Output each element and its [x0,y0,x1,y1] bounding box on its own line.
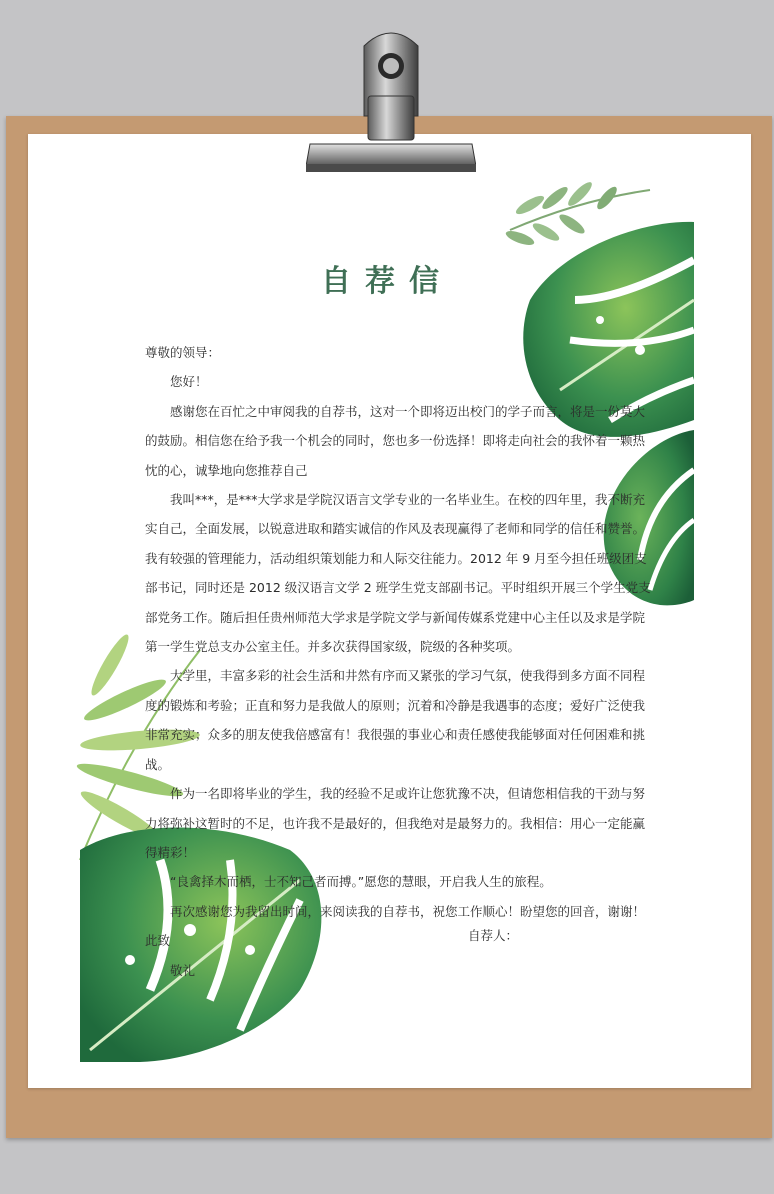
binder-clip-icon [306,26,476,178]
signature-label: 自荐人： [468,928,519,943]
paragraph: 作为一名即将毕业的学生，我的经验不足或许让您犹豫不决，但请您相信我的干劲与努力将弥补这暂时的不足，也许我不是最好的，但我绝对是最努力的。我相信：用心一定能赢得精彩！ [145,786,646,860]
paragraph: 大学里，丰富多彩的社会生活和井然有序而又紧张的学习气氛，使我得到多方面不同程度的锻炼和考验；正直和努力是我做人的原则；沉着和冷静是我遇事的态度；爱好广泛使我非常充实；众多的朋友使我倍感富有！我很强的事业心和责任感使我能够面对任何困难和挑战。 [145,668,646,772]
paragraph: 再次感谢您为我留出时间，来阅读我的自荐书，祝您工作顺心！盼望您的回音，谢谢！ [170,903,646,919]
letter-body [145,338,651,985]
paragraph: “良禽择木而栖，士不知己者而搏。”愿您的慧眼，开启我人生的旅程。 [170,874,552,890]
closing: 此致 [145,933,171,949]
salutation: 尊敬的领导： [145,345,221,360]
greeting: 您好！ [170,374,208,390]
paragraph: 我叫***，是***大学求是学院汉语言文学专业的一名毕业生。在校的四年里，我不断充实自己，全面发展，以锐意进取和踏实诚信的作风及表现赢得了老师和同学的信任和赞誉。我有较强的管理能力，活动组织策划能力和人际交往能力。2012 年 9 月至今担任班级团支部书记，同时还是 2012 级汉语言文学 2 班学生党支部副书记。平时组织开展三个学生党支部党务工作。随后担任贵州师范大学求是学院文学与新闻传媒系党建中心主任以及求是学院第一学生党总支办公室主任。并多次获得国家级，院级的各种奖项。 [145,492,651,655]
closing-respect: 敬礼 [170,962,196,978]
page-title: 自荐信 [321,264,453,299]
paragraph: 感谢您在百忙之中审阅我的自荐书，这对一个即将迈出校门的学子而言，将是一份莫大的鼓励。相信您在给予我一个机会的同时，您也多一份选择！即将走向社会的我怀着一颗热忱的心，诚挚地向您推荐自己 [145,403,646,478]
